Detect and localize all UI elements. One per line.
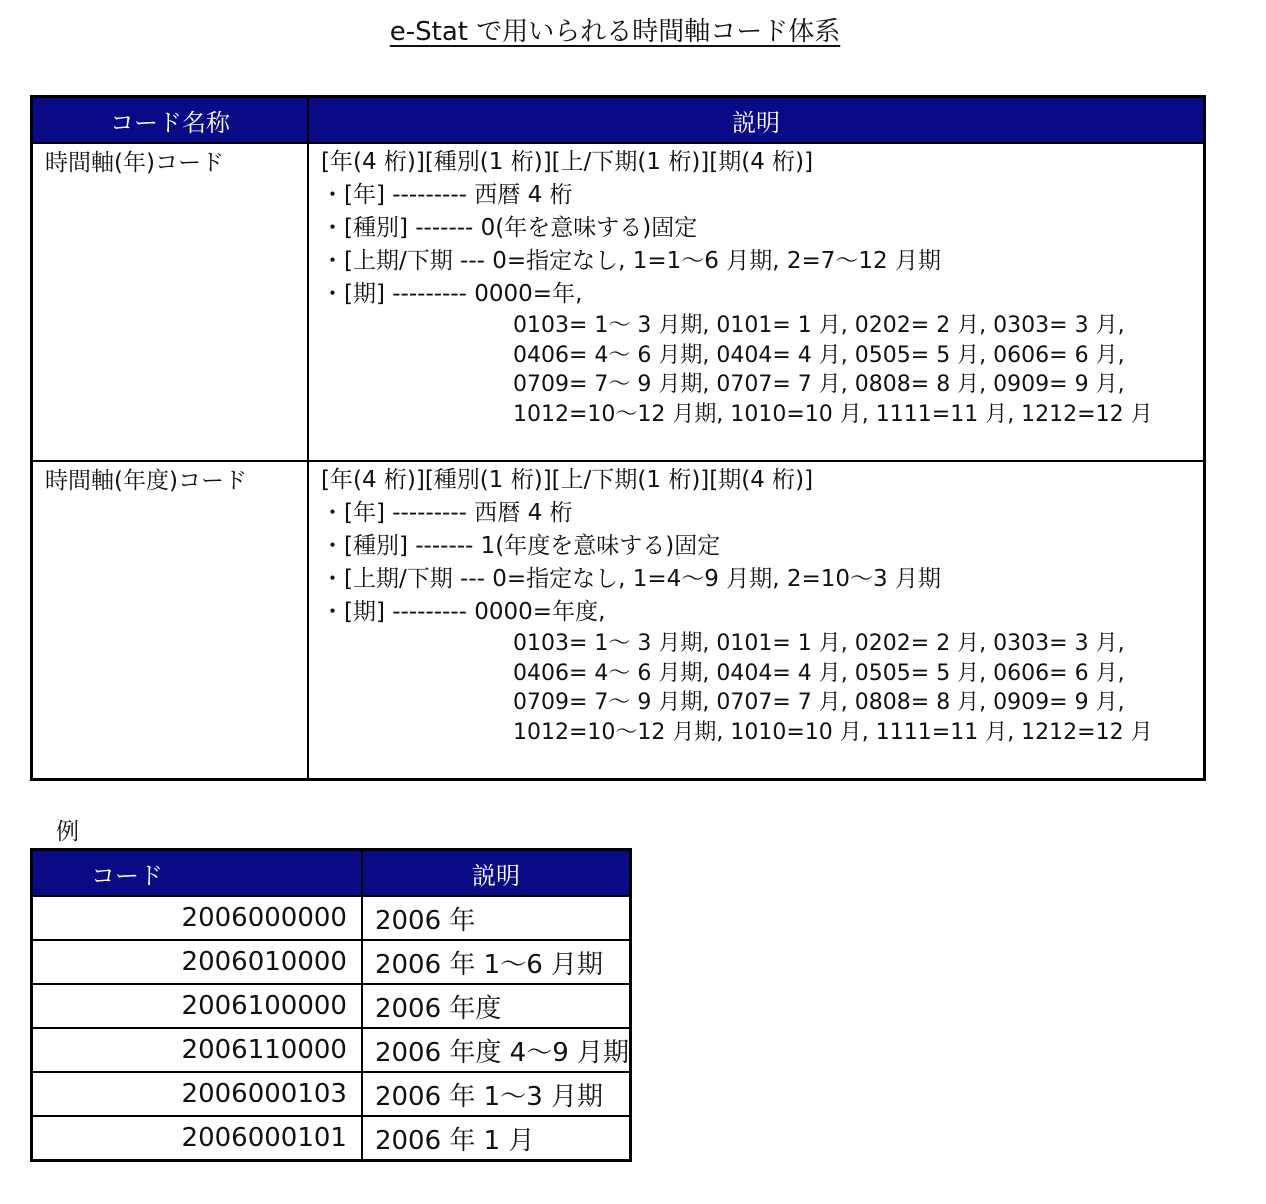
half-line: ・[上期/下期 --- 0=指定なし, 1=1～6 月期, 2=7～12 月期	[321, 248, 941, 274]
type-line: ・[種別] ------- 0(年を意味する)固定	[321, 215, 698, 241]
half-line: ・[上期/下期 --- 0=指定なし, 1=4～9 月期, 2=10～3 月期	[321, 566, 941, 592]
code-cell: 2006110000	[32, 1028, 362, 1072]
format-line: [年(4 桁)][種別(1 桁)][上/下期(1 桁)][期(4 桁)]	[321, 467, 814, 493]
table-row	[32, 143, 1205, 461]
table-header-row	[32, 97, 1205, 144]
period-subline: 0103= 1～ 3 月期, 0101= 1 月, 0202= 2 月, 0303= 3 月,	[513, 313, 1125, 338]
period-subline: 0406= 4～ 6 月期, 0404= 4 月, 0505= 5 月, 0606= 6 月,	[513, 660, 1125, 686]
description-cell: 2006 年 1～3 月期	[362, 1072, 631, 1116]
description-cell	[308, 143, 1205, 461]
code-name-cell: 時間軸(年度)コード	[32, 461, 309, 780]
period-line: ・[期] --------- 0000=年,	[321, 281, 583, 307]
period-subline: 0406= 4～ 6 月期, 0404= 4 月, 0505= 5 月, 0606= 6 月,	[513, 342, 1125, 368]
year-line: ・[年] --------- 西暦 4 桁	[321, 500, 573, 526]
type-line: ・[種別] ------- 1(年度を意味する)固定	[321, 533, 721, 559]
code-name-cell: 時間軸(年)コード	[32, 143, 309, 461]
period-subline: 0709= 7～ 9 月期, 0707= 7 月, 0808= 8 月, 0909= 9 月,	[513, 690, 1125, 715]
year-line: ・[年] --------- 西暦 4 桁	[321, 182, 573, 208]
example-label: 例	[56, 819, 79, 845]
description-cell: 2006 年度	[362, 984, 631, 1028]
table-row	[32, 940, 631, 984]
description-cell: 2006 年 1 月	[362, 1116, 631, 1161]
code-cell: 2006000101	[32, 1116, 362, 1161]
table-header-row	[32, 850, 631, 897]
table-row	[32, 1072, 631, 1116]
header-description: 説明	[308, 97, 1205, 144]
code-cell: 2006000103	[32, 1072, 362, 1116]
period-subline: 0709= 7～ 9 月期, 0707= 7 月, 0808= 8 月, 0909= 9 月,	[513, 372, 1125, 397]
table-row	[32, 461, 1205, 780]
header-description: 説明	[362, 850, 631, 897]
period-line: ・[期] --------- 0000=年度,	[321, 599, 606, 625]
description-cell: 2006 年	[362, 896, 631, 940]
code-cell: 2006100000	[32, 984, 362, 1028]
code-system-table	[30, 95, 1206, 781]
table-row	[32, 1028, 631, 1072]
header-code: コード	[32, 850, 362, 897]
description-cell: 2006 年度 4～9 月期	[362, 1028, 631, 1072]
description-cell: 2006 年 1～6 月期	[362, 940, 631, 984]
table-row	[32, 984, 631, 1028]
code-cell: 2006010000	[32, 940, 362, 984]
format-line: [年(4 桁)][種別(1 桁)][上/下期(1 桁)][期(4 桁)]	[321, 149, 814, 175]
table-row	[32, 1116, 631, 1161]
header-code-name: コード名称	[32, 97, 309, 144]
table-row	[32, 896, 631, 940]
code-cell: 2006000000	[32, 896, 362, 940]
example-table	[30, 848, 632, 1162]
description-cell	[308, 461, 1205, 780]
period-subline: 0103= 1～ 3 月期, 0101= 1 月, 0202= 2 月, 0303= 3 月,	[513, 631, 1125, 656]
period-subline: 1012=10～12 月期, 1010=10 月, 1111=11 月, 1212=12 月	[513, 719, 1153, 745]
period-subline: 1012=10～12 月期, 1010=10 月, 1111=11 月, 1212=12 月	[513, 401, 1153, 427]
page-title: e-Stat で用いられる時間軸コード体系	[389, 17, 841, 47]
